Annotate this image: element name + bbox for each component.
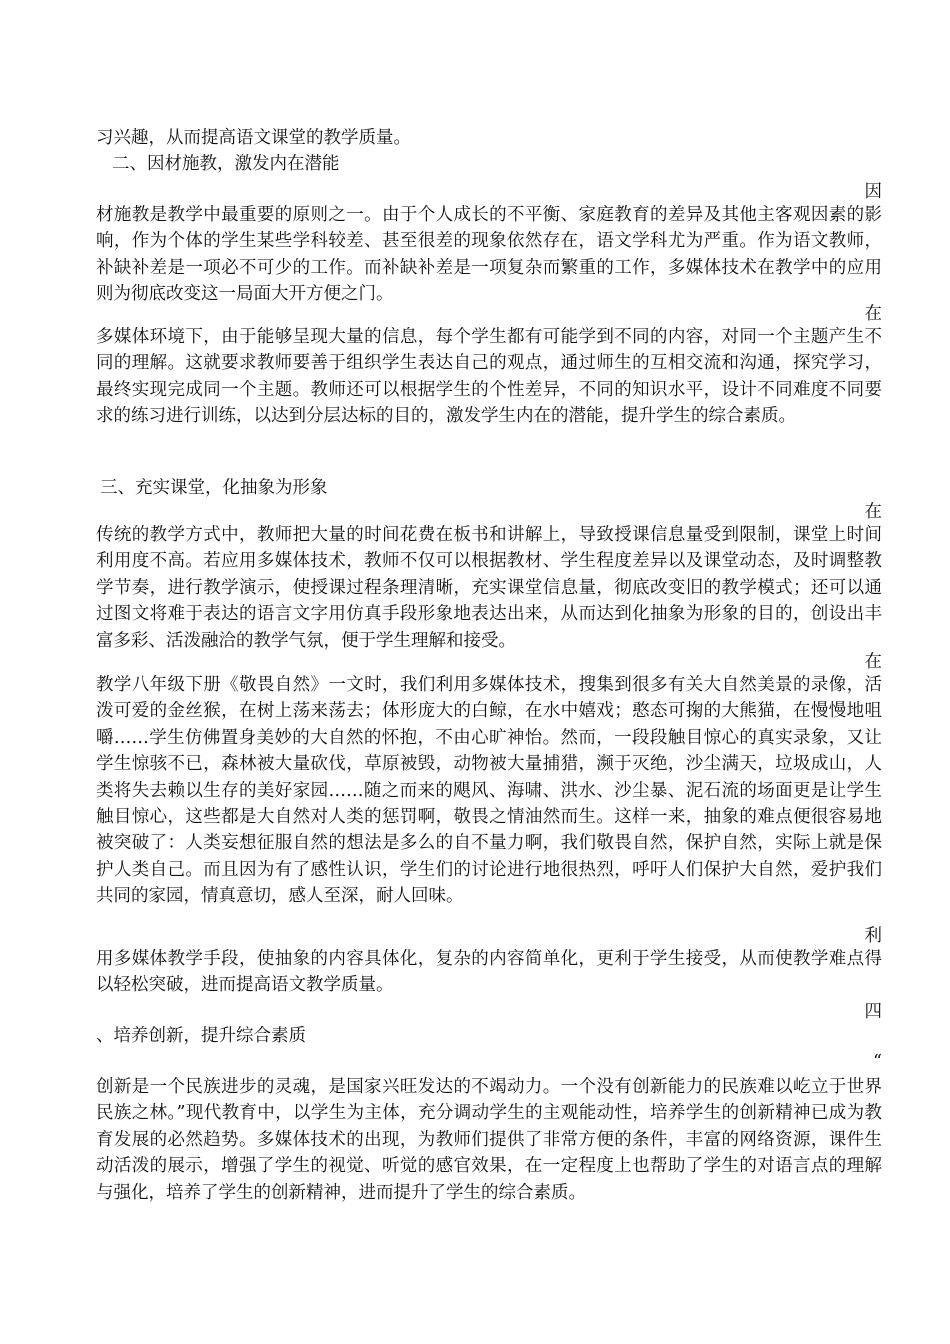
heading-lead-char: 四 [864,1002,882,1022]
section-heading-4: 、培养创新，提升综合素质 [96,1026,306,1046]
paragraph-lead-char: 在 [864,652,882,672]
section-heading-3: 三、充实课堂，化抽象为形象 [100,478,328,498]
paragraph-2: 多媒体环境下，由于能够呈现大量的信息，每个学生都有可能学到不同的内容，对同一个主题产生不同的理解。这就要求教师要善于组织学生表达自己的观点，通过师生的互相交流和沟通，探究学习，最终实现完成同一个主题。教师还可以根据学生的个性差异，不同的知识水平，设计不同难度不同要求的练习进行训练，以达到分层达标的目的，激发学生内在的潜能，提升学生的综合素质。 [96,327,882,427]
paragraph-4: 教学八年级下册《敬畏自然》一文时，我们利用多媒体技术，搜集到很多有关大自然美景的录像，活泼可爱的金丝猴，在树上荡来荡去；体形庞大的白鲸，在水中嬉戏；憨态可掬的大熊猫，在慢慢地咀嚼……学生仿佛置身美妙的大自然的怀抱，不由心旷神怡。然而，一段段触目惊心的真实录象，又让学生惊骇不已，森林被大量砍伐，草原被毁，动物被大量捕猎，濒于灭绝，沙尘满天，垃圾成山，人类将失去赖以生存的美好家园……随之而来的飓风、海啸、洪水、沙尘暴、泥石流的场面更是让学生触目惊心，这些都是大自然对人类的惩罚啊，敬畏之情油然而生。这样一来，抽象的难点便很容易地被突破了：人类妄想征服自然的想法是多么的自不量力啊，我们敬畏自然，保护自然，实际上就是保护人类自己。而且因为有了感性认识，学生们的讨论进行地很热烈，呼吁人们保护大自然，爱护我们共同的家园，情真意切，感人至深，耐人回味。 [96,675,882,907]
paragraph-lead-char: 在 [864,304,882,324]
paragraph-lead-char: 在 [864,502,882,522]
paragraph-lead-char: 因 [864,182,882,202]
paragraph-5: 用多媒体教学手段，使抽象的内容具体化，复杂的内容简单化，更利于学生接受，从而使教学难点得以轻松突破，进而提高语文教学质量。 [96,949,882,996]
section-heading-2: 二、因材施教，激发内在潜能 [112,154,340,174]
continued-line: 习兴趣，从而提高语文课堂的教学质量。 [96,128,411,148]
paragraph-lead-char: “ [873,1052,882,1072]
paragraph-lead-char: 利 [864,926,882,946]
paragraph-6: 创新是一个民族进步的灵魂，是国家兴旺发达的不竭动力。一个没有创新能力的民族难以屹立于世界民族之林。”现代教育中，以学生为主体，充分调动学生的主观能动性，培养学生的创新精神已成为教育发展的必然趋势。多媒体技术的出现，为教师们提供了非常方便的条件，丰富的网络资源，课件生动活泼的展示，增强了学生的视觉、听觉的感官效果，在一定程度上也帮助了学生的对语言点的理解与强化，培养了学生的创新精神，进而提升了学生的综合素质。 [96,1077,882,1203]
paragraph-1: 材施教是教学中最重要的原则之一。由于个人成长的不平衡、家庭教育的差异及其他主客观因素的影响，作为个体的学生某些学科较差、甚至很差的现象依然存在，语文学科尤为严重。作为语文教师，补缺补差是一项必不可少的工作。而补缺补差是一项复杂而繁重的工作，多媒体技术在教学中的应用则为彻底改变这一局面大开方便之门。 [96,205,882,305]
paragraph-3: 传统的教学方式中，教师把大量的时间花费在板书和讲解上，导致授课信息量受到限制，课堂上时间利用度不高。若应用多媒体技术，教师不仅可以根据教材、学生程度差异以及课堂动态，及时调整教学节奏，进行教学演示，使授课过程条理清晰，充实课堂信息量，彻底改变旧的教学模式；还可以通过图文将难于表达的语言文字用仿真手段形象地表达出来，从而达到化抽象为形象的目的，创设出丰富多彩、活泼融洽的教学气氛，便于学生理解和接受。 [96,525,882,651]
